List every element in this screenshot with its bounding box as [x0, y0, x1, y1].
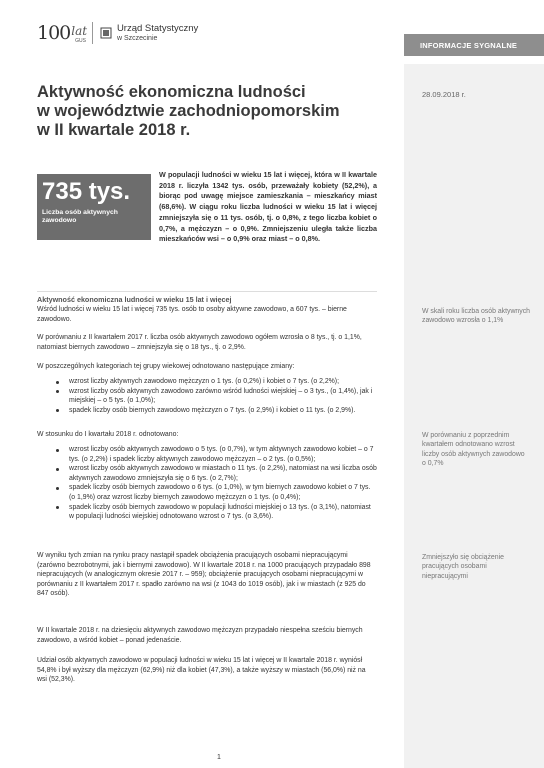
changes-list-quarterly — [37, 445, 377, 522]
logo-script: lat — [71, 24, 88, 38]
list-item: wzrost liczby aktywnych zawodowo mężczyzn o 1 tys. (o 0,2%) i kobiet o 7 tys. (o 2,2%); — [37, 377, 377, 387]
emblem-icon — [100, 27, 112, 39]
paragraph-7: Udział osób aktywnych zawodowo w populacji ludności w wieku 15 lat i więcej w II kwartale 2018 r. wyniósł 54,8% i był wyższy dla mężczyzn (62,9%) niż dla kobiet (47,3%), a także wyższy w miastach (56,0%) niż na wsi (52,3%). — [37, 657, 366, 684]
title-line3: w II kwartale 2018 r. — [37, 121, 191, 139]
key-figure-value: 735 tys. — [42, 178, 131, 205]
list-item: spadek liczby osób biernych zawodowo mężczyzn o 7 tys. (o 2,9%) i kobiet o 11 tys. (o 2,9%). — [37, 406, 377, 416]
office-name — [117, 23, 198, 43]
gus-logo — [37, 22, 198, 44]
key-figure-caption-line2: zawodowo — [42, 217, 77, 224]
sidebar-note-1: W skali roku liczba osób aktywnych zawodowo wzrosła o 1,1% — [422, 308, 530, 325]
key-figure-caption-line1: Liczba osób aktywnych — [42, 209, 118, 216]
list-item: wzrost liczby osób aktywnych zawodowo zarówno wśród ludności wiejskiej – o 3 tys., (o 1,4%), jak i miejskiej – o 5 tys. (o 1,0%); — [37, 387, 377, 406]
title-line1: Aktywność ekonomiczna ludności — [37, 83, 306, 101]
logo-divider — [92, 22, 93, 44]
sidebar-note-2: W porównaniu z poprzednim kwartałem odnotowano wzrost liczby osób aktywnych zawodowo o 0,7% — [422, 432, 525, 467]
office-name-line2: w Szczecinie — [116, 35, 158, 42]
title-line2: w województwie zachodniopomorskim — [37, 102, 340, 120]
list-item: wzrost liczby osób aktywnych zawodowo w miastach o 11 tys. (o 2,2%), natomiast na wsi liczba osób aktywnych zawodowo zmniejszyła się o 6 tys. (o 2,7%); — [37, 464, 377, 483]
paragraph-3: W poszczególnych kategoriach tej grupy wiekowej odnotowano następujące zmiany: — [37, 363, 295, 370]
page-number: 1 — [217, 754, 221, 761]
series-label: INFORMACJE SYGNALNE — [404, 34, 544, 56]
logo-number: 100 — [37, 22, 71, 44]
paragraph-5: W wyniku tych zmian na rynku pracy nastąpił spadek obciążenia pracujących osobami niepracującymi (zarówno bezrobotnymi, jak i biernymi zawodowo). W II kwartale 2018 r. na 1000 pracujących przypadało 898 niepracujących (w analogicznym okresie 2017 r. – 959); obciążenie pracujących osobami niepracującymi w porównaniu z II kwartałem 2017 r. spadło zarówno na wsi (z 1043 do 1019 osób), jak i w miastach (z 925 do 847 osób). — [37, 552, 371, 598]
publication-date: 28.09.2018 r. — [422, 90, 466, 99]
paragraph-6: W II kwartale 2018 r. na dziesięciu aktywnych zawodowo mężczyzn przypadało niespełna sześciu biernych zawodowo, a wśród kobiet – ponad jedenaście. — [37, 627, 363, 644]
sidebar-column — [404, 64, 544, 768]
section-heading: Aktywność ekonomiczna ludności w wieku 15 lat i więcej — [37, 291, 377, 304]
paragraph-1: Wśród ludności w wieku 15 lat i więcej 735 tys. osób to osoby aktywne zawodowo, a 607 tys. – bierne zawodowo. — [37, 306, 347, 323]
key-figure-box — [37, 174, 151, 240]
key-figure-caption — [42, 209, 146, 225]
document-title — [37, 83, 377, 140]
list-item: wzrost liczby osób aktywnych zawodowo o 5 tys. (o 0,7%), w tym aktywnych zawodowo kobiet – o 7 tys. (o 2,2%) i spadek liczby aktywnych zawodowo mężczyzn – o 2 tys. (o 0,5%); — [37, 445, 377, 464]
office-name-line1: Urząd Statystyczny — [116, 23, 199, 34]
paragraph-4: W stosunku do I kwartału 2018 r. odnotowano: — [37, 431, 179, 438]
logo-100-lat — [37, 22, 86, 44]
list-item: spadek liczby osób biernych zawodowo o 6 tys. (o 1,0%), w tym biernych zawodowo kobiet o 7 tys. (o 1,9%) oraz wzrost liczby biernych zawodowo mężczyzn o 1 tys. (o 0,4%); — [37, 483, 377, 502]
list-item: spadek liczby osób biernych zawodowo w populacji ludności miejskiej o 13 tys. (o 3,1%), natomiast w populacji ludności wiejskiej odnotowano wzrost o 7 tys. (o 3,6%). — [37, 503, 377, 522]
logo-gus: GUS — [75, 38, 86, 44]
changes-list-annual — [37, 377, 377, 415]
sidebar-note-3: Zmniejszyło się obciążenie pracujących osobami niepracującymi — [422, 554, 504, 580]
paragraph-2: W porównaniu z II kwartałem 2017 r. liczba osób aktywnych zawodowo ogółem wzrosła o 8 tys., tj. o 1,1%, natomiast biernych zawodowo – zmniejszyła się o 18 tys., tj. o 2,9%. — [37, 334, 362, 351]
lead-text: W populacji ludności w wieku 15 lat i więcej, która w II kwartale 2018 r. liczyła 1342 tys. osób, przeważały kobiety (52,2%), a biorąc pod uwagę miejsce zamieszkania – mieszkańcy miast (68,6%). W ciągu roku liczba ludności w wieku 15 lat i więcej zmniejszyła się o 11 tys. osób, tj. o 0,8%, z tego liczba kobiet o 0,7%, a mężczyzn – o 0,9%. Zmniejszeniu uległa także liczba mieszkańców wsi – o 0,9% oraz miast – o 0,8%. — [159, 170, 377, 244]
